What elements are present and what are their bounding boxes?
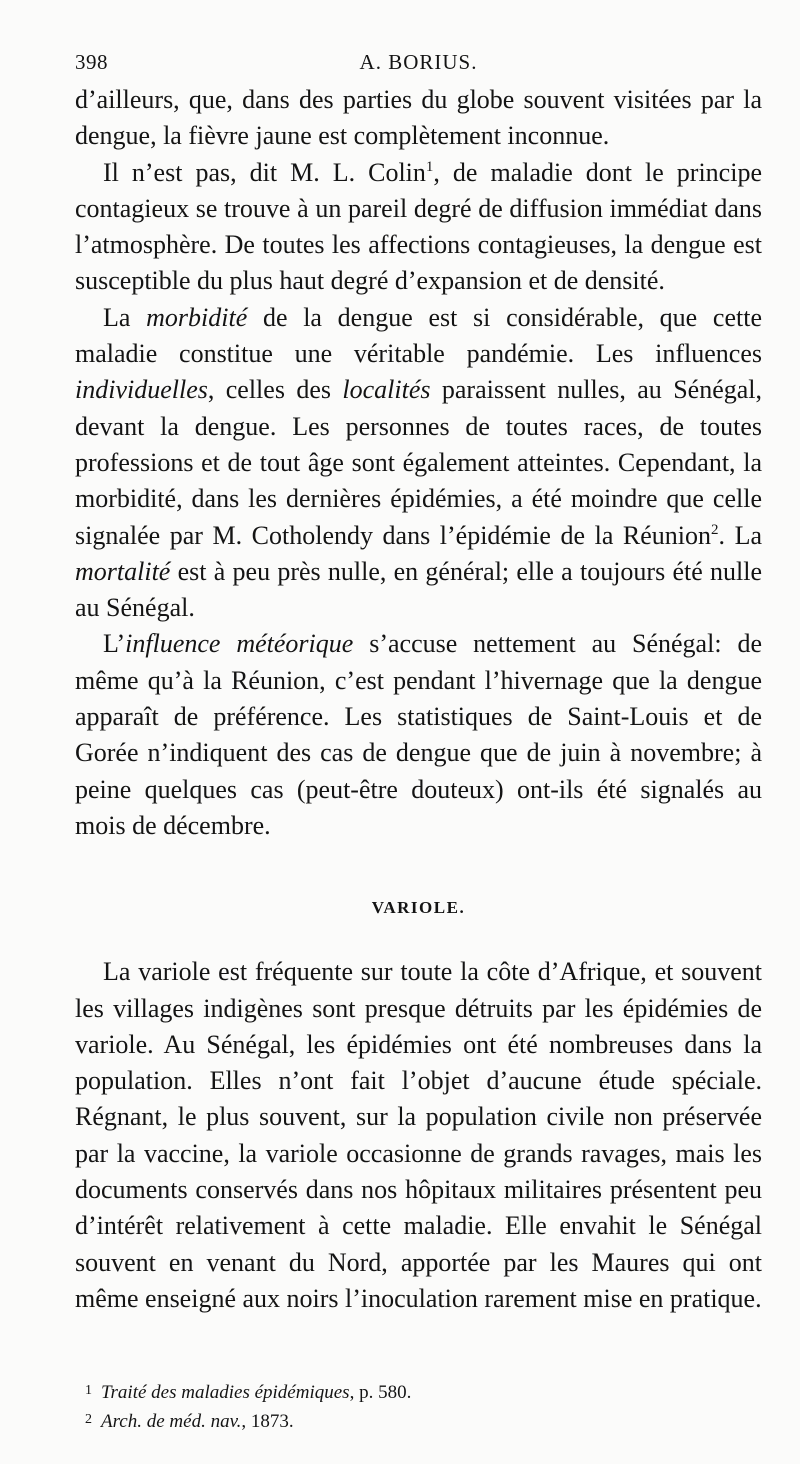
footnote-1-mark: 1 xyxy=(85,1383,92,1399)
page-header xyxy=(75,46,762,82)
paragraph-3-text-a: La xyxy=(103,302,147,332)
paragraph-4-text-b: s’accuse nettement au Sénégal: de même qu’à la Réunion, c’est pendant l’hivernage que la dengue apparaît de préférence. Les statistiques de Saint-Louis et de Gorée n’indiquent des cas de dengue que de juin à novembre; à peine quelques cas (peut-être douteux) ont-ils été signalés au mois de décembre. xyxy=(75,629,762,840)
footnote-1 xyxy=(75,1377,762,1406)
footnote-1-rest: , p. 580. xyxy=(349,1382,412,1404)
footnote-2 xyxy=(75,1406,762,1435)
paragraph-3-emphasis-localites: localités xyxy=(342,375,431,405)
paragraph-4 xyxy=(75,626,762,844)
footnote-1-title: Traité des maladies épidémiques xyxy=(101,1382,350,1404)
page-number: 398 xyxy=(75,50,108,74)
running-head: A. BORIUS. xyxy=(359,50,478,74)
paragraph-3-text-c: , celles des xyxy=(207,375,343,405)
paragraph-3-text-d: paraissent nulles, au Sénégal, devant la dengue. Les personnes de toutes races, de toutes professions et de tout âge sont également atteintes. Cependant, la morbidité, dans les dernières épidémies, a été moindre que celle signalée par M. Cotholendy dans l’épidémie de la Réunion xyxy=(75,375,763,550)
paragraph-5: La variole est fréquente sur toute la côte d’Afrique, et souvent les villages indigènes sont presque détruits par les épidémies de variole. Au Sénégal, les épidémies ont été nombreuses dans la population. Elles n’ont fait l’objet d’aucune étude spéciale. Régnant, le plus souvent, sur la population civile non préservée par la vaccine, la variole occasionne de grands ravages, mais les documents conservés dans nos hôpitaux militaires présentent peu d’intérêt relativement à cette maladie. Elle envahit le Sénégal souvent en venant du Nord, apportée par les Maures qui ont même enseigné aux noirs l’inoculation rarement mise en pratique. xyxy=(75,957,762,1313)
footnote-2-mark: 2 xyxy=(85,1412,92,1428)
section-title: VARIOLE. xyxy=(371,898,466,918)
paragraph-2-text-b: , de maladie dont le principe contagieux se trouve à un pareil degré de diffusion immédiat dans l’atmosphère. De toutes les affections contagieuses, la dengue est susceptible du plus haut degré d’expansion et de densité. xyxy=(75,157,762,296)
footnote-ref-2: 2 xyxy=(711,521,719,538)
paragraph-2 xyxy=(75,155,762,300)
paragraph-4-text-a: L’ xyxy=(103,629,126,659)
paragraph-2-text-a: Il n’est pas, dit M. L. Colin xyxy=(103,157,426,187)
paragraph-1: d’ailleurs, que, dans des parties du globe souvent visitées par la dengue, la fièvre jaune est complètement inconnue. xyxy=(75,85,762,151)
footnote-ref-1: 1 xyxy=(425,158,434,175)
paragraph-3 xyxy=(75,300,762,627)
paragraph-3-emphasis-individuelles: individuelles xyxy=(75,375,208,405)
paragraph-3-text-f: est à peu près nulle, en général; elle a toujours été nulle au Sénégal. xyxy=(75,556,762,623)
footnote-2-title: Arch. de méd. nav. xyxy=(101,1411,242,1433)
paragraph-3-text-e: . La xyxy=(718,520,762,550)
paragraph-3-text-b: de la dengue est si considérable, que cette maladie constitue une véritable pandémie. Les influences xyxy=(75,302,763,369)
paragraph-3-emphasis-mortalite: mortalité xyxy=(75,556,171,586)
footnote-2-rest: , 1873. xyxy=(241,1411,294,1433)
paragraph-3-emphasis-morbidite: morbidité xyxy=(146,302,248,332)
paragraph-4-emphasis-influence: influence météorique xyxy=(125,629,354,659)
footnotes xyxy=(75,1377,762,1435)
